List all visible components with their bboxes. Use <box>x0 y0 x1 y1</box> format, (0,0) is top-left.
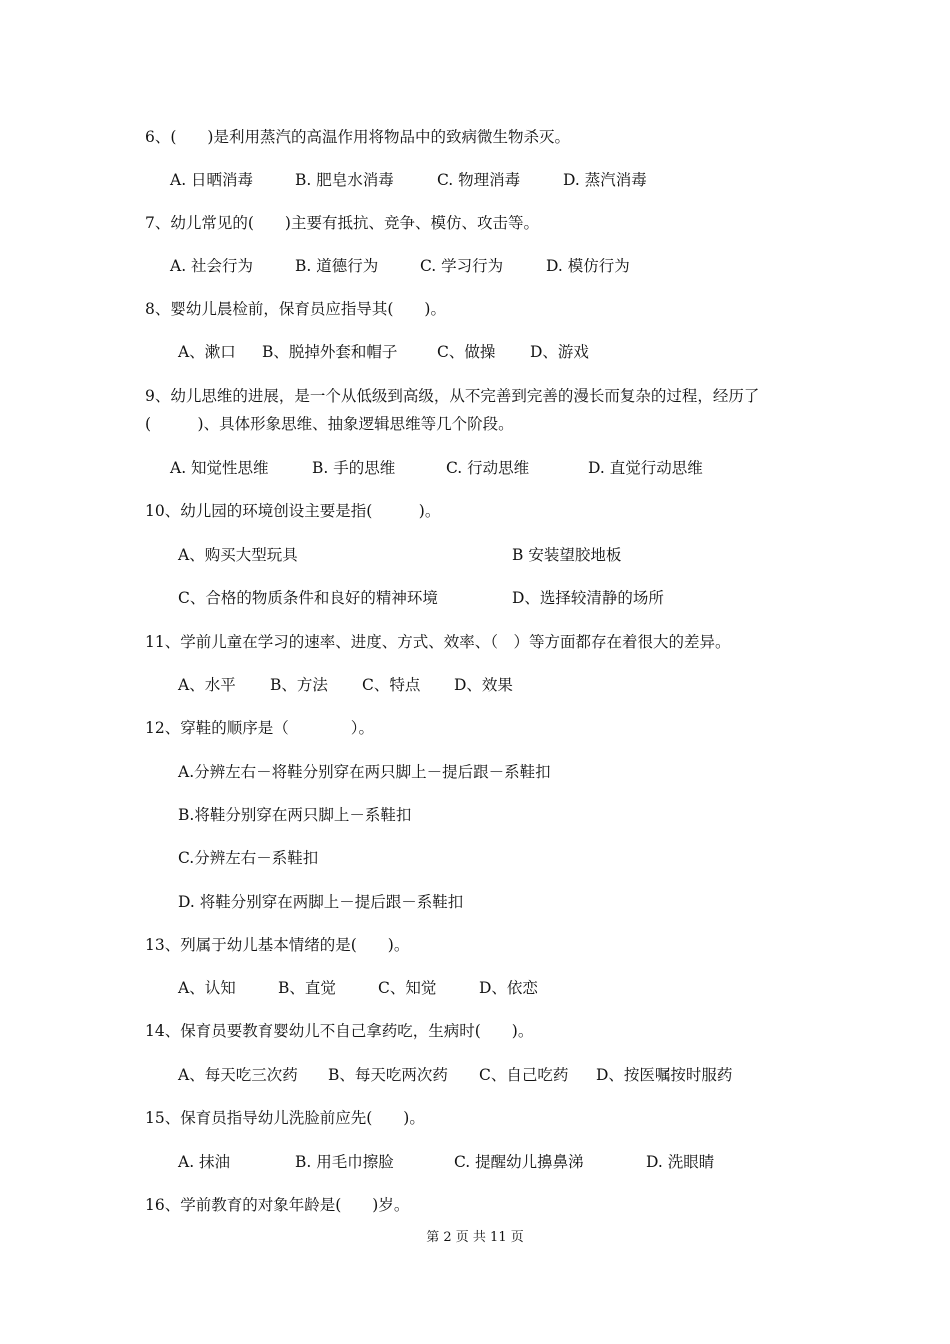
question-6-option-a: A. 日晒消毒 <box>170 171 254 189</box>
question-8-option-a: A、漱口 <box>178 343 236 361</box>
question-12-option-d: D. 将鞋分别穿在两脚上－提后跟－系鞋扣 <box>178 893 464 911</box>
question-9-option-a: A. 知觉性思维 <box>170 459 269 477</box>
question-15-option-d: D. 洗眼睛 <box>646 1153 715 1171</box>
question-10-option-a: A、购买大型玩具 <box>178 546 298 564</box>
question-10-stem: 10、幼儿园的环境创设主要是指( )。 <box>145 502 441 520</box>
question-11-option-d: D、效果 <box>454 676 513 694</box>
question-8-option-b: B、脱掉外套和帽子 <box>262 343 398 361</box>
question-14-option-a: A、每天吃三次药 <box>178 1066 298 1084</box>
question-7-stem: 7、幼儿常见的( )主要有抵抗、竞争、模仿、攻击等。 <box>145 214 539 232</box>
question-9-option-d: D. 直觉行动思维 <box>588 459 703 477</box>
question-10-option-b: B 安装望胶地板 <box>512 546 622 564</box>
question-10-option-c: C、合格的物质条件和良好的精神环境 <box>178 589 438 607</box>
question-6-option-d: D. 蒸汽消毒 <box>563 171 647 189</box>
question-12-option-b: B.将鞋分别穿在两只脚上－系鞋扣 <box>178 806 412 824</box>
question-9-option-c: C. 行动思维 <box>446 459 530 477</box>
question-7-option-a: A. 社会行为 <box>170 257 254 275</box>
page-footer: 第 2 页 共 11 页 <box>426 1230 524 1245</box>
question-12-stem: 12、穿鞋的顺序是（ ）。 <box>145 719 374 737</box>
question-11-stem: 11、学前儿童在学习的速率、进度、方式、效率、（ ）等方面都存在着很大的差异。 <box>145 633 731 651</box>
question-9-stem-line2: ( )、具体形象思维、抽象逻辑思维等几个阶段。 <box>145 415 514 433</box>
question-14-stem: 14、保育员要教育婴幼儿不自己拿药吃，生病时( )。 <box>145 1022 534 1040</box>
question-16-stem: 16、学前教育的对象年龄是( )岁。 <box>145 1196 410 1214</box>
question-13-option-b: B、直觉 <box>278 979 336 997</box>
question-9-option-b: B. 手的思维 <box>312 459 396 477</box>
question-6-option-b: B. 肥皂水消毒 <box>295 171 394 189</box>
question-14-option-c: C、自己吃药 <box>479 1066 569 1084</box>
question-8-stem: 8、婴幼儿晨检前，保育员应指导其( )。 <box>145 300 446 318</box>
question-8-option-d: D、游戏 <box>530 343 589 361</box>
question-11-option-a: A、水平 <box>178 676 236 694</box>
question-7-option-b: B. 道德行为 <box>295 257 379 275</box>
question-11-option-b: B、方法 <box>270 676 328 694</box>
question-15-stem: 15、保育员指导幼儿洗脸前应先( )。 <box>145 1109 425 1127</box>
question-10-option-d: D、选择较清静的场所 <box>512 589 664 607</box>
question-13-option-a: A、认知 <box>178 979 236 997</box>
question-14-option-b: B、每天吃两次药 <box>328 1066 448 1084</box>
question-6-option-c: C. 物理消毒 <box>437 171 521 189</box>
question-12-option-a: A.分辨左右－将鞋分别穿在两只脚上－提后跟－系鞋扣 <box>178 763 551 781</box>
question-14-option-d: D、按医嘱按时服药 <box>596 1066 733 1084</box>
question-6-stem: 6、( )是利用蒸汽的高温作用将物品中的致病微生物杀灭。 <box>145 128 570 146</box>
question-11-option-c: C、特点 <box>362 676 421 694</box>
question-8-option-c: C、做操 <box>437 343 496 361</box>
question-15-option-c: C. 提醒幼儿擤鼻涕 <box>454 1153 584 1171</box>
question-7-option-c: C. 学习行为 <box>420 257 504 275</box>
question-15-option-a: A. 抹油 <box>178 1153 231 1171</box>
question-13-stem: 13、列属于幼儿基本情绪的是( )。 <box>145 936 410 954</box>
question-15-option-b: B. 用毛巾擦脸 <box>295 1153 394 1171</box>
question-7-option-d: D. 模仿行为 <box>546 257 630 275</box>
question-13-option-d: D、依恋 <box>479 979 538 997</box>
question-13-option-c: C、知觉 <box>378 979 437 997</box>
question-12-option-c: C.分辨左右－系鞋扣 <box>178 849 319 867</box>
question-9-stem-line1: 9、幼儿思维的进展，是一个从低级到高级，从不完善到完善的漫长而复杂的过程，经历了 <box>145 387 760 405</box>
